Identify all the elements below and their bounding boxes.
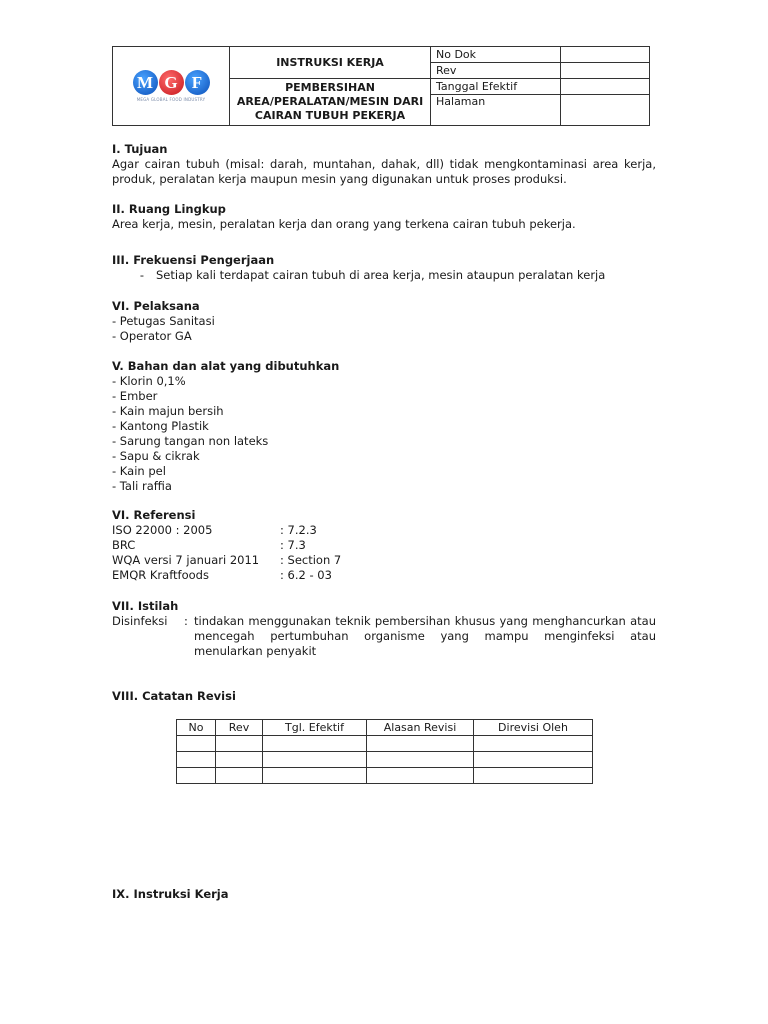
term-separator: : (184, 614, 188, 628)
logo-letter-m: M (133, 70, 158, 95)
term-definition: tindakan menggunakan teknik pembersihan khusus yang menghancurkan atau mencegah pertumbuhan organisme yang mampu menginfeksi atau menularkan penyakit (194, 614, 656, 658)
section-bahan (112, 359, 656, 494)
list-item: - Kain pel (112, 464, 166, 478)
list-item: - Operator GA (112, 329, 192, 343)
section-heading: VII. Istilah (112, 599, 179, 613)
reference-name: EMQR Kraftfoods (112, 568, 209, 582)
list-item: - Sapu & cikrak (112, 449, 200, 463)
reference-name: ISO 22000 : 2005 (112, 523, 213, 537)
meta-no-dok-value (561, 47, 650, 63)
section-heading: V. Bahan dan alat yang dibutuhkan (112, 359, 340, 373)
section-heading: III. Frekuensi Pengerjaan (112, 253, 275, 267)
list-item: - Petugas Sanitasi (112, 314, 215, 328)
reference-row (112, 568, 656, 583)
list-item-text: Setiap kali terdapat cairan tubuh di area kerja, mesin ataupun peralatan kerja (156, 268, 606, 282)
reference-row (112, 538, 656, 553)
section-heading: IX. Instruksi Kerja (112, 887, 229, 901)
reference-name: WQA versi 7 januari 2011 (112, 553, 260, 567)
section-heading: VI. Pelaksana (112, 299, 200, 313)
section-instruksi (112, 887, 656, 902)
list-item: - Ember (112, 389, 158, 403)
revision-table (176, 719, 593, 784)
section-heading: II. Ruang Lingkup (112, 202, 226, 216)
section-frekuensi (112, 253, 656, 283)
logo-letter-g: G (159, 70, 184, 95)
section-heading: VIII. Catatan Revisi (112, 689, 236, 703)
reference-value: : 7.3 (280, 538, 306, 552)
section-istilah (112, 599, 656, 659)
list-item: - Kantong Plastik (112, 419, 209, 433)
column-header: Alasan Revisi (367, 720, 474, 736)
column-header: No (177, 720, 216, 736)
company-logo (133, 70, 210, 102)
doc-title-line: PEMBERSIHAN (285, 81, 375, 94)
table-row (177, 768, 593, 784)
section-heading: VI. Referensi (112, 508, 196, 522)
doc-title-line: CAIRAN TUBUH PEKERJA (254, 109, 406, 122)
reference-value: : 7.2.3 (280, 523, 317, 537)
meta-no-dok-label: No Dok (431, 47, 561, 63)
section-text: Area kerja, mesin, peralatan kerja dan orang yang terkena cairan tubuh pekerja. (112, 217, 576, 231)
table-row (177, 736, 593, 752)
reference-name: BRC (112, 538, 136, 552)
meta-rev-label: Rev (431, 63, 561, 79)
logo-letter-f: F (185, 70, 210, 95)
list-item: - Kain majun bersih (112, 404, 224, 418)
reference-value: : Section 7 (280, 553, 342, 567)
bullet: - (139, 268, 144, 282)
logo-cell (113, 47, 230, 126)
reference-value: : 6.2 - 03 (280, 568, 332, 582)
meta-rev-value (561, 63, 650, 79)
meta-tanggal-label: Tanggal Efektif (431, 79, 561, 95)
revision-header-row (177, 720, 593, 736)
logo-tagline: MEGA GLOBAL FOOD INDUSTRY (136, 97, 206, 102)
section-tujuan (112, 142, 656, 187)
frekuensi-item (112, 268, 656, 283)
reference-row (112, 553, 656, 568)
doc-title (230, 79, 431, 126)
section-pelaksana (112, 299, 656, 344)
section-text: Agar cairan tubuh (misal: darah, muntahan, dahak, dll) tidak mengkontaminasi area kerja, produk, peralatan kerja maupun mesin yang digunakan untuk proses produksi. (112, 157, 656, 186)
section-heading: I. Tujuan (112, 142, 168, 156)
table-row (177, 752, 593, 768)
section-ruang-lingkup (112, 202, 656, 232)
term-row (112, 614, 656, 659)
meta-halaman-label: Halaman (431, 95, 561, 126)
column-header: Direvisi Oleh (474, 720, 593, 736)
section-catatan-revisi (112, 689, 656, 704)
doc-title-line: AREA/PERALATAN/MESIN DARI (236, 95, 424, 108)
list-item: - Klorin 0,1% (112, 374, 186, 388)
list-item: - Sarung tangan non lateks (112, 434, 269, 448)
column-header: Rev (216, 720, 263, 736)
column-header: Tgl. Efektif (263, 720, 367, 736)
meta-tanggal-value (561, 79, 650, 95)
list-item: - Tali raffia (112, 479, 172, 493)
term-name: Disinfeksi (112, 614, 168, 628)
meta-halaman-value (561, 95, 650, 126)
document-header (112, 46, 650, 126)
section-referensi (112, 508, 656, 583)
reference-row (112, 523, 656, 538)
doc-type: INSTRUKSI KERJA (230, 47, 431, 79)
